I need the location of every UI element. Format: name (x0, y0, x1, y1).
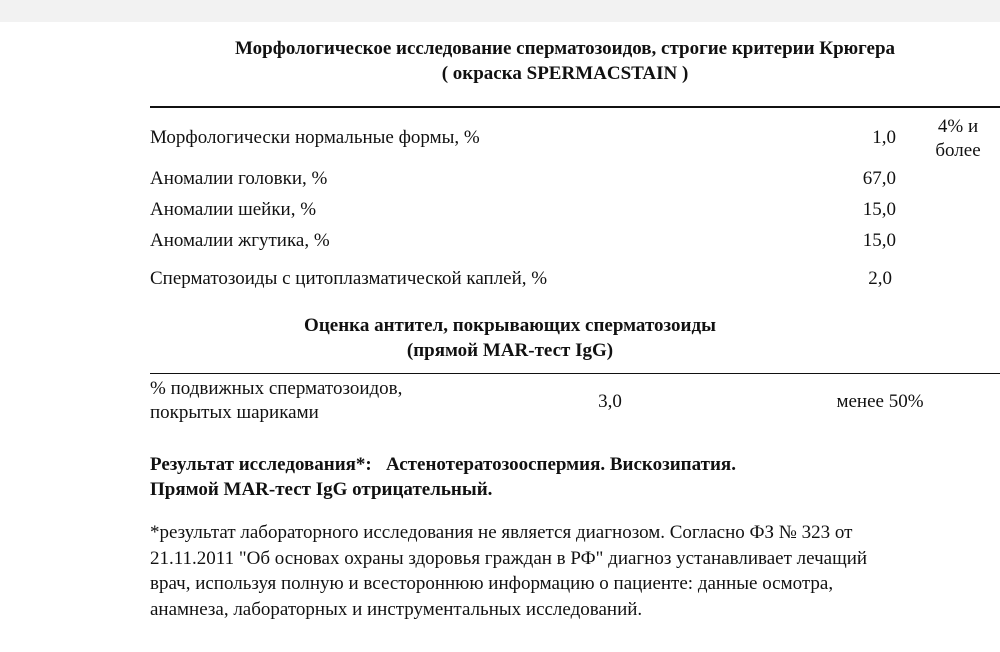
mar-value: 3,0 (598, 391, 622, 412)
row-value: 2,0 (868, 268, 892, 289)
mar-label: % подвижных сперматозоидов, (150, 378, 403, 399)
section-divider (150, 373, 1000, 374)
mar-title: Оценка антител, покрывающих сперматозоиды (304, 315, 716, 336)
row-norm: более (935, 140, 981, 161)
row-value: 67,0 (862, 168, 896, 189)
mar-norm: менее 50% (836, 391, 924, 412)
row-label: Аномалии жгутика, % (150, 230, 330, 251)
morphology-subtitle: ( окраска SPERMACSTAIN ) (441, 63, 689, 84)
row-value: 1,0 (872, 127, 896, 148)
footnote-line: анамнеза, лабораторных и инструментальных исследований. (150, 599, 643, 620)
mar-label: покрытых шариками (150, 402, 319, 423)
result-line: Прямой MAR-тест IgG отрицательный. (150, 479, 493, 500)
row-label: Аномалии головки, % (150, 168, 328, 189)
result-line: Результат исследования*: Астенотератозооспермия. Вискозипатия. (150, 454, 736, 475)
footnote-line: 21.11.2011 "Об основах охраны здоровья граждан в РФ" диагноз устанавливает лечащий (150, 548, 868, 569)
mar-subtitle: (прямой MAR-тест IgG) (406, 340, 614, 361)
footnote-line: врач, используя полную и всестороннюю информацию о пациенте: данные осмотра, (150, 573, 834, 594)
row-label: Морфологически нормальные формы, % (150, 127, 480, 148)
top-edge-strip (0, 0, 1000, 22)
section-divider (150, 106, 1000, 108)
row-norm: 4% и (937, 116, 979, 137)
row-value: 15,0 (862, 230, 896, 251)
row-label: Сперматозоиды с цитоплазматической каплей, % (150, 268, 548, 289)
row-value: 15,0 (862, 199, 896, 220)
row-label: Аномалии шейки, % (150, 199, 317, 220)
footnote-line: *результат лабораторного исследования не является диагнозом. Согласно ФЗ № 323 от (150, 522, 853, 543)
morphology-title: Морфологическое исследование сперматозоидов, строгие критерии Крюгера (234, 38, 896, 59)
